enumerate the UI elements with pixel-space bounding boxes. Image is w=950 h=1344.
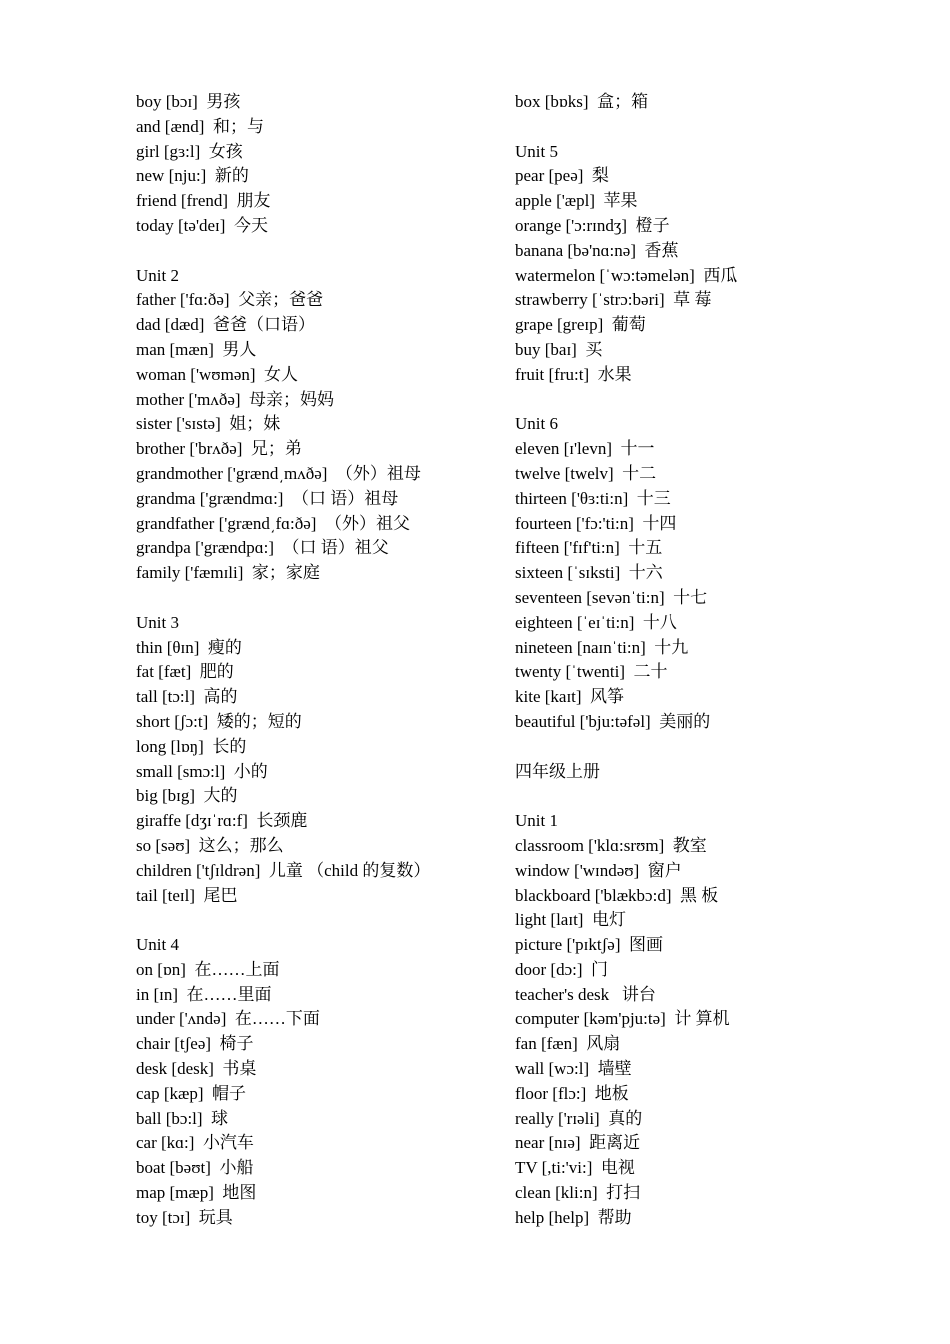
vocab-entry: door [dɔ:] 门 xyxy=(515,959,609,979)
vocab-entry: in [ɪn] 在……里面 xyxy=(136,984,272,1004)
section-heading: Unit 6 xyxy=(515,414,558,434)
vocab-entry: thin [θɪn] 瘦的 xyxy=(136,637,242,657)
vocab-entry: ball [bɔ:l] 球 xyxy=(136,1108,229,1128)
vocab-entry: TV [,ti:'vi:] 电视 xyxy=(515,1158,635,1178)
vocab-entry: fruit [fru:t] 水果 xyxy=(515,364,632,384)
vocab-entry: grandpa ['grændpɑ:] （口 语）祖父 xyxy=(136,538,389,558)
vocab-entry: fifteen ['fɪf'ti:n] 十五 xyxy=(515,538,663,558)
spacer xyxy=(515,115,895,140)
section-heading: 四年级上册 xyxy=(515,761,600,781)
spacer xyxy=(136,586,496,611)
vocab-entry: classroom ['klɑ:srʊm] 教室 xyxy=(515,835,707,855)
vocab-entry: children ['tʃɪldrən] 儿童 （child 的复数） xyxy=(136,860,431,880)
vocab-entry: giraffe [dʒɪˈrɑ:f] 长颈鹿 xyxy=(136,811,308,831)
vocab-entry: light [laɪt] 电灯 xyxy=(515,910,626,930)
vocab-entry: beautiful ['bju:təfəl] 美丽的 xyxy=(515,711,711,731)
vocab-entry: chair [tʃeə] 椅子 xyxy=(136,1034,254,1054)
vocab-entry: new [nju:] 新的 xyxy=(136,166,249,186)
vocab-entry: computer [kəm'pju:tə] 计 算机 xyxy=(515,1009,730,1029)
vocab-entry: thirteen ['θɜ:ti:n] 十三 xyxy=(515,488,671,508)
vocab-entry: friend [frend] 朋友 xyxy=(136,191,271,211)
vocab-entry: so [səʊ] 这么；那么 xyxy=(136,835,284,855)
vocab-entry: nineteen [naɪnˈti:n] 十九 xyxy=(515,637,689,657)
vocab-entry: kite [kaɪt] 风筝 xyxy=(515,687,625,707)
vocab-column-right xyxy=(515,90,895,1231)
vocab-entry: near [nɪə] 距离近 xyxy=(515,1133,641,1153)
vocab-entry: and [ænd] 和；与 xyxy=(136,116,264,136)
vocab-entry: help [help] 帮助 xyxy=(515,1207,632,1227)
vocab-entry: buy [baɪ] 买 xyxy=(515,339,603,359)
vocab-entry: apple ['æpl] 苹果 xyxy=(515,191,638,211)
vocab-entry: grape [greɪp] 葡萄 xyxy=(515,315,646,335)
vocab-entry: map [mæp] 地图 xyxy=(136,1183,257,1203)
vocab-entry: desk [desk] 书桌 xyxy=(136,1059,257,1079)
vocab-entry: teacher's desk 讲台 xyxy=(515,984,656,1004)
vocab-entry: sister ['sɪstə] 姐；妹 xyxy=(136,414,281,434)
vocab-entry: woman ['wʊmən] 女人 xyxy=(136,364,299,384)
spacer xyxy=(136,908,496,933)
vocab-entry: short [ʃɔ:t] 矮的；短的 xyxy=(136,711,302,731)
vocab-entry: man [mæn] 男人 xyxy=(136,339,257,359)
vocab-entry: under ['ʌndə] 在……下面 xyxy=(136,1009,320,1029)
vocab-entry: cap [kæp] 帽子 xyxy=(136,1083,247,1103)
vocab-entry: today [tə'deɪ] 今天 xyxy=(136,215,268,235)
vocab-entry: on [ɒn] 在……上面 xyxy=(136,959,280,979)
vocab-entry: fourteen ['fɔ:'ti:n] 十四 xyxy=(515,513,677,533)
vocab-entry: orange ['ɔ:rɪndʒ] 橙子 xyxy=(515,215,670,235)
vocab-entry: twenty [ˈtwenti] 二十 xyxy=(515,662,668,682)
vocab-entry: really ['rɪəli] 真的 xyxy=(515,1108,643,1128)
vocab-entry: long [lɒŋ] 长的 xyxy=(136,736,247,756)
vocab-entry: box [bɒks] 盒；箱 xyxy=(515,92,649,111)
spacer xyxy=(515,735,895,760)
vocab-entry: car [kɑ:] 小汽车 xyxy=(136,1133,254,1153)
vocab-entry: fan [fæn] 风扇 xyxy=(515,1034,621,1054)
section-heading: Unit 5 xyxy=(515,141,558,161)
vocab-entry: grandma ['grændmɑ:] （口 语）祖母 xyxy=(136,488,399,508)
vocab-entry: boat [bəʊt] 小船 xyxy=(136,1158,254,1178)
vocab-entry: seventeen [sevənˈti:n] 十七 xyxy=(515,587,708,607)
vocab-entry: mother ['mʌðə] 母亲；妈妈 xyxy=(136,389,335,409)
vocab-entry: eleven [ɪ'levn] 十一 xyxy=(515,439,655,459)
spacer xyxy=(515,784,895,809)
vocab-entry: grandfather ['grænd͵fɑ:ðə] （外）祖父 xyxy=(136,513,410,533)
section-heading: Unit 2 xyxy=(136,265,179,285)
vocab-entry: floor [flɔ:] 地板 xyxy=(515,1083,629,1103)
vocab-entry: blackboard ['blækbɔ:d] 黑 板 xyxy=(515,885,719,905)
vocab-entry: fat [fæt] 肥的 xyxy=(136,662,234,682)
vocab-entry: boy [bɔɪ] 男孩 xyxy=(136,92,241,111)
vocab-entry: tall [tɔ:l] 高的 xyxy=(136,687,238,707)
vocab-entry: toy [tɔɪ] 玩具 xyxy=(136,1207,233,1227)
vocab-entry: watermelon [ˈwɔ:təmelən] 西瓜 xyxy=(515,265,738,285)
vocab-entry: wall [wɔ:l] 墙壁 xyxy=(515,1059,632,1079)
spacer xyxy=(136,239,496,264)
vocab-entry: eighteen [ˈeɪˈti:n] 十八 xyxy=(515,612,677,632)
vocab-entry: strawberry [ˈstrɔ:bəri] 草 莓 xyxy=(515,290,712,310)
vocab-entry: small [smɔ:l] 小的 xyxy=(136,761,268,781)
vocab-entry: girl [gɜ:l] 女孩 xyxy=(136,141,243,161)
vocab-entry: big [bɪg] 大的 xyxy=(136,786,238,806)
vocab-entry: brother ['brʌðə] 兄；弟 xyxy=(136,439,302,459)
vocab-entry: clean [kli:n] 打扫 xyxy=(515,1183,641,1203)
vocab-column-left xyxy=(136,90,496,1231)
vocab-entry: dad [dæd] 爸爸（口语） xyxy=(136,315,315,335)
vocab-entry: picture ['pɪktʃə] 图画 xyxy=(515,935,663,955)
vocab-entry: window ['wɪndəʊ] 窗户 xyxy=(515,860,682,880)
vocab-entry: sixteen [ˈsɪksti] 十六 xyxy=(515,563,663,583)
vocab-entry: twelve [twelv] 十二 xyxy=(515,463,657,483)
vocab-entry: father ['fɑ:ðə] 父亲；爸爸 xyxy=(136,290,324,310)
vocab-entry: pear [peə] 梨 xyxy=(515,166,609,186)
vocab-entry: tail [teɪl] 尾巴 xyxy=(136,885,238,905)
section-heading: Unit 3 xyxy=(136,612,179,632)
vocab-entry: banana [bə'nɑ:nə] 香蕉 xyxy=(515,240,679,260)
section-heading: Unit 4 xyxy=(136,935,179,955)
spacer xyxy=(515,388,895,413)
vocab-entry: grandmother ['grænd͵mʌðə] （外）祖母 xyxy=(136,463,421,483)
section-heading: Unit 1 xyxy=(515,811,558,831)
vocab-entry: family ['fæmɪli] 家；家庭 xyxy=(136,563,320,583)
